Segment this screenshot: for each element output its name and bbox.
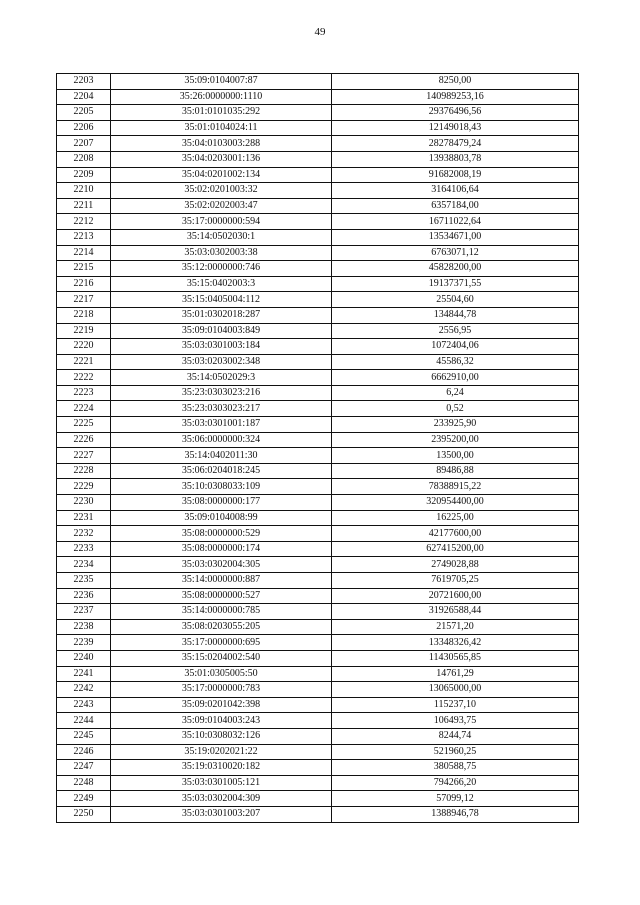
cadastral-value-cell: 134844,78: [332, 307, 579, 323]
cadastral-number-cell: 35:03:0203002:348: [111, 354, 332, 370]
row-number-cell: 2233: [57, 541, 111, 557]
table-row: [57, 557, 579, 573]
cadastral-value-cell: 13534671,00: [332, 229, 579, 245]
cadastral-number-cell: 35:08:0000000:529: [111, 526, 332, 542]
row-number-cell: 2231: [57, 510, 111, 526]
cadastral-number-cell: 35:14:0502029:3: [111, 370, 332, 386]
cadastral-number-cell: 35:12:0000000:746: [111, 261, 332, 277]
cadastral-value-cell: 13938803,78: [332, 151, 579, 167]
table-row: [57, 448, 579, 464]
cadastral-number-cell: 35:04:0203001:136: [111, 151, 332, 167]
cadastral-number-cell: 35:14:0402011:30: [111, 448, 332, 464]
cadastral-value-cell: 45586,32: [332, 354, 579, 370]
cadastral-value-cell: 16225,00: [332, 510, 579, 526]
row-number-cell: 2203: [57, 74, 111, 90]
row-number-cell: 2242: [57, 682, 111, 698]
cadastral-value-cell: 6763071,12: [332, 245, 579, 261]
cadastral-number-cell: 35:03:0302004:309: [111, 791, 332, 807]
row-number-cell: 2237: [57, 604, 111, 620]
cadastral-number-cell: 35:01:0302018:287: [111, 307, 332, 323]
table-row: [57, 495, 579, 511]
table-row: [57, 323, 579, 339]
cadastral-number-cell: 35:02:0201003:32: [111, 183, 332, 199]
cadastral-value-cell: 13348326,42: [332, 635, 579, 651]
table-row: [57, 385, 579, 401]
row-number-cell: 2244: [57, 713, 111, 729]
cadastral-value-cell: 11430565,85: [332, 650, 579, 666]
table-row: [57, 354, 579, 370]
cadastral-number-cell: 35:08:0000000:174: [111, 541, 332, 557]
cadastral-number-cell: 35:01:0104024:11: [111, 120, 332, 136]
table-row: [57, 666, 579, 682]
row-number-cell: 2225: [57, 417, 111, 433]
row-number-cell: 2216: [57, 276, 111, 292]
row-number-cell: 2211: [57, 198, 111, 214]
cadastral-value-cell: 20721600,00: [332, 588, 579, 604]
row-number-cell: 2234: [57, 557, 111, 573]
cadastral-number-cell: 35:03:0301003:207: [111, 806, 332, 822]
cadastral-number-cell: 35:17:0000000:695: [111, 635, 332, 651]
table-row: [57, 292, 579, 308]
row-number-cell: 2246: [57, 744, 111, 760]
table-row: [57, 120, 579, 136]
row-number-cell: 2218: [57, 307, 111, 323]
table-row: [57, 588, 579, 604]
row-number-cell: 2222: [57, 370, 111, 386]
row-number-cell: 2204: [57, 89, 111, 105]
row-number-cell: 2207: [57, 136, 111, 152]
table-row: [57, 682, 579, 698]
cadastral-value-cell: 233925,90: [332, 417, 579, 433]
table-row: [57, 417, 579, 433]
row-number-cell: 2214: [57, 245, 111, 261]
row-number-cell: 2227: [57, 448, 111, 464]
row-number-cell: 2206: [57, 120, 111, 136]
cadastral-value-cell: 13065000,00: [332, 682, 579, 698]
table-row: [57, 728, 579, 744]
row-number-cell: 2220: [57, 339, 111, 355]
row-number-cell: 2209: [57, 167, 111, 183]
cadastral-value-cell: 25504,60: [332, 292, 579, 308]
cadastral-value-cell: 794266,20: [332, 775, 579, 791]
cadastral-value-cell: 16711022,64: [332, 214, 579, 230]
cadastral-number-cell: 35:14:0000000:887: [111, 573, 332, 589]
table-row: [57, 401, 579, 417]
table-row: [57, 526, 579, 542]
cadastral-number-cell: 35:17:0000000:783: [111, 682, 332, 698]
cadastral-value-cell: 320954400,00: [332, 495, 579, 511]
table-row: [57, 370, 579, 386]
cadastral-value-cell: 12149018,43: [332, 120, 579, 136]
row-number-cell: 2224: [57, 401, 111, 417]
row-number-cell: 2221: [57, 354, 111, 370]
cadastral-value-cell: 28278479,24: [332, 136, 579, 152]
table-row: [57, 136, 579, 152]
cadastral-number-cell: 35:17:0000000:594: [111, 214, 332, 230]
cadastral-number-cell: 35:03:0301005:121: [111, 775, 332, 791]
cadastral-value-cell: 1388946,78: [332, 806, 579, 822]
cadastral-number-cell: 35:08:0000000:177: [111, 495, 332, 511]
table-row: [57, 432, 579, 448]
row-number-cell: 2226: [57, 432, 111, 448]
cadastral-number-cell: 35:19:0202021:22: [111, 744, 332, 760]
cadastral-value-cell: 627415200,00: [332, 541, 579, 557]
table-row: [57, 791, 579, 807]
cadastral-number-cell: 35:09:0104007:87: [111, 74, 332, 90]
row-number-cell: 2247: [57, 760, 111, 776]
cadastral-number-cell: 35:03:0302003:38: [111, 245, 332, 261]
row-number-cell: 2250: [57, 806, 111, 822]
cadastral-number-cell: 35:08:0203055:205: [111, 619, 332, 635]
table-row: [57, 463, 579, 479]
cadastral-value-cell: 7619705,25: [332, 573, 579, 589]
table-row: [57, 619, 579, 635]
row-number-cell: 2230: [57, 495, 111, 511]
cadastral-value-cell: 521960,25: [332, 744, 579, 760]
cadastral-value-cell: 8244,74: [332, 728, 579, 744]
row-number-cell: 2217: [57, 292, 111, 308]
table-row: [57, 744, 579, 760]
table-row: [57, 775, 579, 791]
table-row: [57, 339, 579, 355]
cadastral-number-cell: 35:09:0104003:243: [111, 713, 332, 729]
cadastral-number-cell: 35:14:0000000:785: [111, 604, 332, 620]
table-row: [57, 510, 579, 526]
cadastral-value-cell: 21571,20: [332, 619, 579, 635]
row-number-cell: 2241: [57, 666, 111, 682]
row-number-cell: 2239: [57, 635, 111, 651]
cadastral-number-cell: 35:01:0305005:50: [111, 666, 332, 682]
table-row: [57, 261, 579, 277]
row-number-cell: 2210: [57, 183, 111, 199]
table-row: [57, 573, 579, 589]
row-number-cell: 2229: [57, 479, 111, 495]
cadastral-number-cell: 35:03:0302004:305: [111, 557, 332, 573]
row-number-cell: 2240: [57, 650, 111, 666]
cadastral-value-cell: 19137371,55: [332, 276, 579, 292]
table-row: [57, 541, 579, 557]
table-row: [57, 74, 579, 90]
cadastral-value-cell: 3164106,64: [332, 183, 579, 199]
cadastral-number-cell: 35:04:0103003:288: [111, 136, 332, 152]
table-row: [57, 183, 579, 199]
cadastral-number-cell: 35:15:0204002:540: [111, 650, 332, 666]
table-row: [57, 229, 579, 245]
row-number-cell: 2208: [57, 151, 111, 167]
cadastral-value-cell: 6357184,00: [332, 198, 579, 214]
cadastral-value-cell: 106493,75: [332, 713, 579, 729]
cadastral-value-cell: 8250,00: [332, 74, 579, 90]
row-number-cell: 2205: [57, 105, 111, 121]
cadastral-number-cell: 35:15:0402003:3: [111, 276, 332, 292]
row-number-cell: 2213: [57, 229, 111, 245]
cadastral-value-cell: 2395200,00: [332, 432, 579, 448]
cadastral-number-cell: 35:06:0000000:324: [111, 432, 332, 448]
row-number-cell: 2235: [57, 573, 111, 589]
cadastral-value-cell: 91682008,19: [332, 167, 579, 183]
row-number-cell: 2223: [57, 385, 111, 401]
cadastral-value-cell: 45828200,00: [332, 261, 579, 277]
cadastral-value-cell: 140989253,16: [332, 89, 579, 105]
cadastral-number-cell: 35:01:0101035:292: [111, 105, 332, 121]
cadastral-value-cell: 31926588,44: [332, 604, 579, 620]
row-number-cell: 2232: [57, 526, 111, 542]
table-row: [57, 713, 579, 729]
cadastral-number-cell: 35:15:0405004:112: [111, 292, 332, 308]
cadastral-number-cell: 35:08:0000000:527: [111, 588, 332, 604]
table-row: [57, 245, 579, 261]
row-number-cell: 2238: [57, 619, 111, 635]
row-number-cell: 2236: [57, 588, 111, 604]
table-row: [57, 635, 579, 651]
row-number-cell: 2249: [57, 791, 111, 807]
page-number: 49: [314, 26, 326, 38]
cadastral-value-cell: 57099,12: [332, 791, 579, 807]
cadastral-value-cell: 0,52: [332, 401, 579, 417]
row-number-cell: 2215: [57, 261, 111, 277]
cadastral-number-cell: 35:06:0204018:245: [111, 463, 332, 479]
cadastral-number-cell: 35:03:0301003:184: [111, 339, 332, 355]
cadastral-number-cell: 35:19:0310020:182: [111, 760, 332, 776]
cadastral-value-cell: 6,24: [332, 385, 579, 401]
table-row: [57, 760, 579, 776]
cadastral-number-cell: 35:09:0104008:99: [111, 510, 332, 526]
table-row: [57, 806, 579, 822]
row-number-cell: 2243: [57, 697, 111, 713]
cadastral-number-cell: 35:10:0308033:109: [111, 479, 332, 495]
row-number-cell: 2219: [57, 323, 111, 339]
cadastral-value-cell: 2749028,88: [332, 557, 579, 573]
cadastral-number-cell: 35:10:0308032:126: [111, 728, 332, 744]
table-row: [57, 276, 579, 292]
row-number-cell: 2245: [57, 728, 111, 744]
table-row: [57, 650, 579, 666]
table-row: [57, 105, 579, 121]
table-row: [57, 697, 579, 713]
cadastral-number-cell: 35:03:0301001:187: [111, 417, 332, 433]
cadastral-value-cell: 6662910,00: [332, 370, 579, 386]
cadastral-value-cell: 29376496,56: [332, 105, 579, 121]
row-number-cell: 2248: [57, 775, 111, 791]
cadastral-value-cell: 115237,10: [332, 697, 579, 713]
table-row: [57, 151, 579, 167]
table-row: [57, 167, 579, 183]
cadastral-value-cell: 42177600,00: [332, 526, 579, 542]
cadastral-value-cell: 14761,29: [332, 666, 579, 682]
cadastral-value-cell: 1072404,06: [332, 339, 579, 355]
cadastral-value-cell: 89486,88: [332, 463, 579, 479]
cadastral-number-cell: 35:09:0201042:398: [111, 697, 332, 713]
cadastral-number-cell: 35:02:0202003:47: [111, 198, 332, 214]
table-body: [57, 74, 579, 823]
cadastral-number-cell: 35:14:0502030:1: [111, 229, 332, 245]
table-row: [57, 198, 579, 214]
cadastral-number-cell: 35:26:0000000:1110: [111, 89, 332, 105]
table-row: [57, 307, 579, 323]
row-number-cell: 2228: [57, 463, 111, 479]
cadastral-number-cell: 35:23:0303023:216: [111, 385, 332, 401]
row-number-cell: 2212: [57, 214, 111, 230]
cadastral-value-table: [56, 73, 579, 823]
cadastral-value-cell: 2556,95: [332, 323, 579, 339]
cadastral-value-cell: 380588,75: [332, 760, 579, 776]
cadastral-value-cell: 13500,00: [332, 448, 579, 464]
cadastral-number-cell: 35:04:0201002:134: [111, 167, 332, 183]
table-row: [57, 604, 579, 620]
cadastral-value-cell: 78388915,22: [332, 479, 579, 495]
table-row: [57, 479, 579, 495]
cadastral-number-cell: 35:09:0104003:849: [111, 323, 332, 339]
table-row: [57, 214, 579, 230]
cadastral-number-cell: 35:23:0303023:217: [111, 401, 332, 417]
table-row: [57, 89, 579, 105]
